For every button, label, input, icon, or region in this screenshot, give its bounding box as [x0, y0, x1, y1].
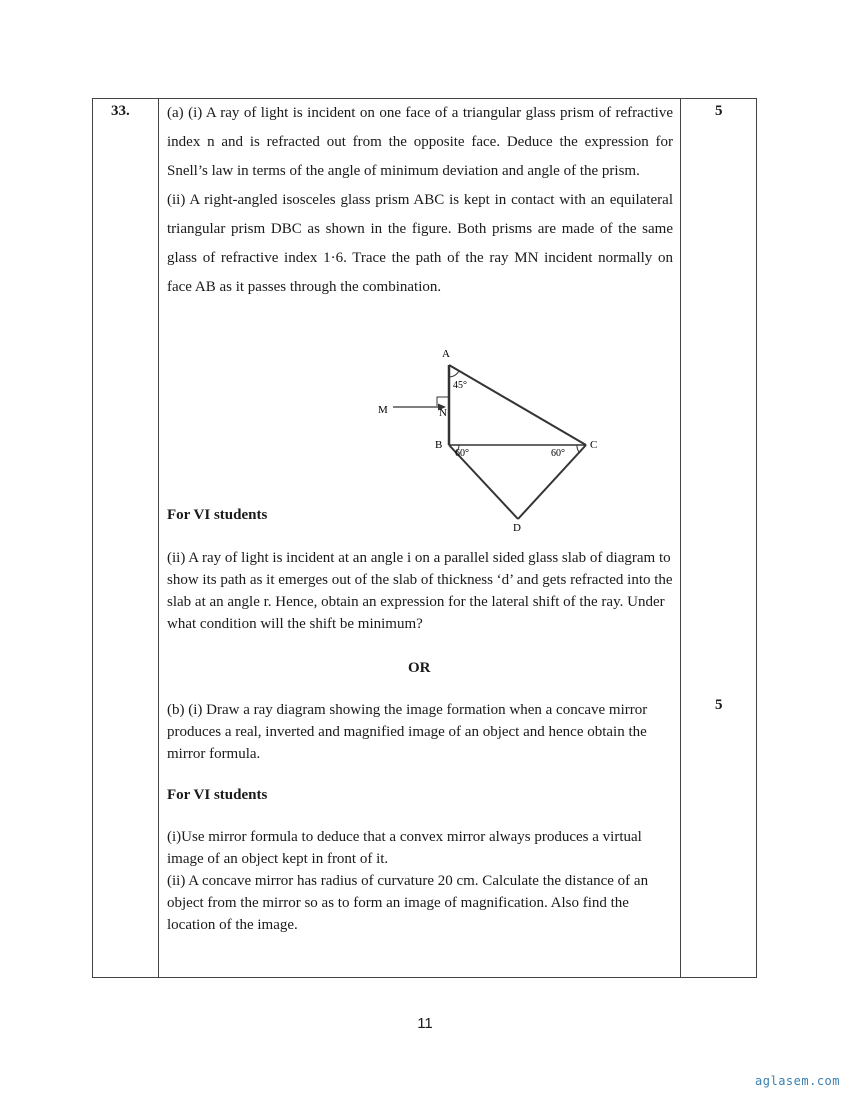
marks-part-b: 5 [715, 697, 723, 713]
vertex-d-label: D [513, 522, 521, 534]
part-b-vi-heading: For VI students [167, 787, 268, 803]
part-a-vi-heading: For VI students [167, 507, 268, 523]
vertex-b-label: B [435, 439, 443, 451]
angle-a-label: 45° [453, 380, 467, 391]
part-a-vi-ii-text: (ii) A ray of light is incident at an angle i on a parallel sided glass slab of diagram to show its path as it emerges out of the slab of thickness ‘d’ and gets refracted into the slab at an angle r. Hence, obtain an expression for the lateral shift of the ray. Under what condition will the shift be minimum? [167, 550, 673, 632]
part-a-i-text: (a) (i) A ray of light is incident on one face of a triangular glass prism of refractive index n and is refracted out from the opposite face. Deduce the expression for Snell’s law in terms of the angle of minimum deviation and angle of the prism. [167, 105, 673, 179]
question-number: 33. [111, 103, 130, 119]
column-divider [158, 99, 159, 977]
part-a-content [167, 99, 673, 302]
marks-part-a: 5 [715, 103, 723, 119]
watermark: aglasem.com [755, 1074, 840, 1088]
vertex-c-label: C [590, 439, 598, 451]
vertex-a-label: A [442, 348, 450, 360]
or-separator: OR [408, 660, 431, 676]
angle-c-label: 60° [551, 448, 565, 459]
part-b-vi-ii-text: (ii) A concave mirror has radius of curvature 20 cm. Calculate the distance of an object from the mirror so as to form an image of magnification. Also find the location of the image. [167, 873, 649, 933]
part-b-vi-content [167, 826, 673, 936]
page-number: 11 [417, 1015, 433, 1032]
part-b-vi-i-text: (i)Use mirror formula to deduce that a convex mirror always produces a virtual image of an object kept in front of it. [167, 829, 642, 867]
part-a-vi-heading-wrap [167, 507, 673, 524]
question-table [92, 98, 757, 978]
angle-b-label: 60° [455, 448, 469, 459]
part-b-vi-heading-wrap [167, 787, 673, 804]
column-divider [680, 99, 681, 977]
point-n-label: N [439, 407, 447, 419]
part-a-ii-text: (ii) A right-angled isosceles glass prism ABC is kept in contact with an equilateral triangular prism DBC as shown in the figure. Both prisms are made of the same glass of refractive index 1·6. Trace the path of the ray MN incident normally on face AB as it passes through the combination. [167, 192, 673, 295]
part-b-i-text: (b) (i) Draw a ray diagram showing the image formation when a concave mirror produces a real, inverted and magnified image of an object and hence obtain the mirror formula. [167, 702, 648, 762]
ray-m-label: M [378, 404, 388, 416]
part-b-content [167, 699, 673, 765]
part-a-vi-content [167, 547, 673, 635]
